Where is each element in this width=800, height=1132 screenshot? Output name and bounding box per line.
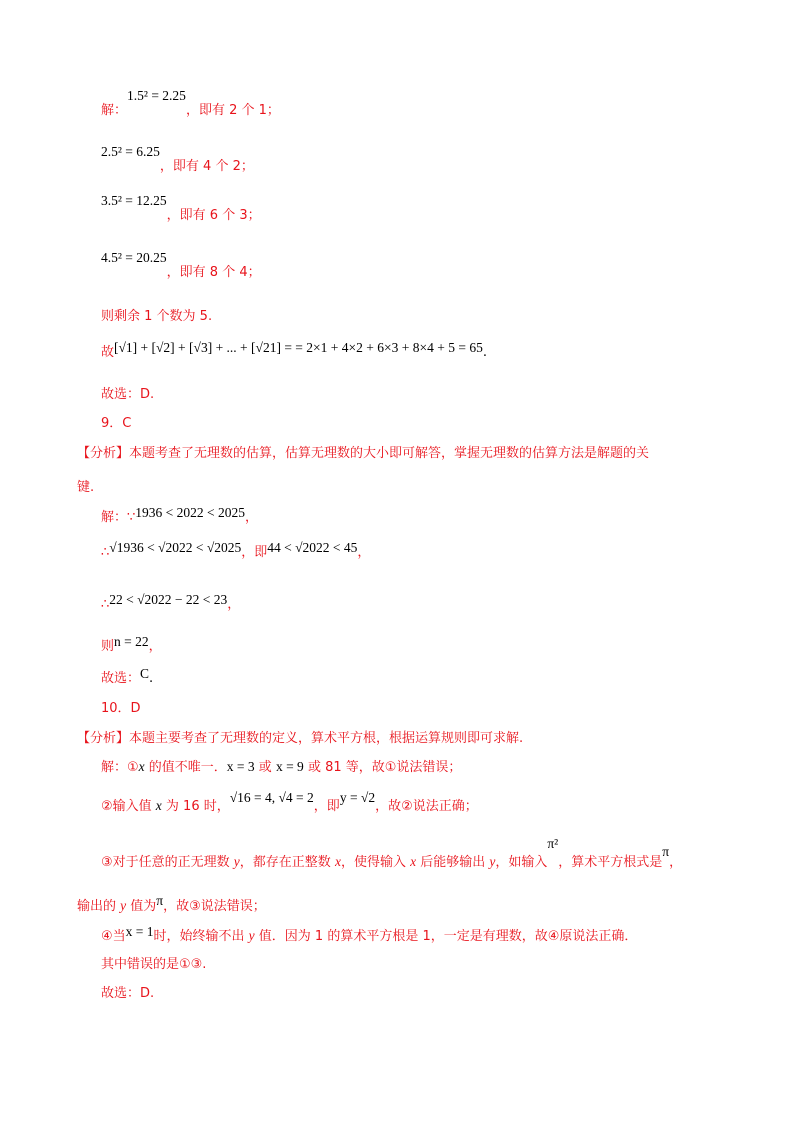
variable-x: x — [410, 854, 417, 869]
math-expression: π — [156, 893, 164, 908]
text-segment: ③对于任意的正无理数 — [101, 855, 234, 870]
text-segment: ， — [357, 545, 371, 560]
text-segment: ，故③说法错误； — [163, 899, 266, 914]
variable-y: y — [489, 854, 496, 869]
question-9-answer — [101, 414, 131, 434]
math-expression: 4.5² = 20.25 — [101, 250, 167, 265]
text-segment: 时，始终输不出 — [153, 929, 249, 944]
analysis-9 — [77, 444, 649, 464]
solution-10-line-1 — [101, 757, 461, 778]
text-segment: 9．C — [101, 416, 132, 431]
variable-y: y — [248, 928, 255, 943]
math-expression: x = 1 — [125, 924, 154, 939]
solution-10-line-2 — [101, 790, 478, 817]
analysis-10 — [77, 729, 523, 749]
text-segment: ，即 — [313, 799, 340, 814]
text-segment: ④当 — [101, 929, 126, 944]
text-segment: 其中错误的是①③. — [101, 957, 207, 972]
answer-line-10 — [101, 984, 154, 1004]
text-segment: 或 — [254, 760, 276, 775]
text-segment: ，算术平方根式是 — [558, 855, 663, 870]
math-expression: √1936 < √2022 < √2025 — [109, 540, 242, 555]
text-segment: 故选： — [101, 671, 141, 686]
text-segment: ，即有 2 个 1； — [185, 103, 280, 118]
answer-line-9 — [101, 668, 153, 689]
text-segment: ， — [245, 510, 259, 525]
question-10-answer — [101, 699, 141, 719]
math-expression: n = 22 — [114, 634, 149, 649]
variable-x: x — [155, 798, 162, 813]
solution-line-3 — [101, 193, 261, 226]
answer-line — [101, 385, 154, 405]
variable-y: y — [233, 854, 240, 869]
text-segment: 值为 — [126, 899, 157, 914]
math-expression: x = 9 — [275, 759, 304, 774]
text-segment: ， — [148, 639, 162, 654]
math-expression: y = √2 — [339, 790, 376, 805]
math-expression: 44 < √2022 < 45 — [267, 540, 358, 555]
solution-9-line-2 — [101, 542, 370, 563]
text-segment: 为 16 时， — [161, 799, 230, 814]
math-expression: 2.5² = 6.25 — [101, 144, 160, 159]
solution-10-line-6 — [101, 955, 206, 975]
solution-9-line-1 — [101, 507, 258, 528]
text-segment: ， — [227, 597, 241, 612]
text-segment: ，都存在正整数 — [239, 855, 335, 870]
solution-10-line-5 — [101, 926, 637, 947]
text-segment: ，即有 4 个 2； — [159, 159, 254, 174]
text-segment: 值．因为 1 的算术平方根是 1，一定是有理数，故④原说法正确． — [254, 929, 638, 944]
solution-line-5 — [101, 307, 212, 327]
text-segment: ， — [669, 855, 683, 870]
text-segment: 输出的 — [77, 899, 121, 914]
math-expression: 3.5² = 12.25 — [101, 193, 167, 208]
text-segment: 则剩余 1 个数为 5. — [101, 309, 213, 324]
text-segment: 【分析】本题考查了无理数的估算，估算无理数的大小即可解答，掌握无理数的估算方法是解题的关 — [77, 446, 650, 461]
math-expression: 1936 < 2022 < 2025 — [135, 505, 246, 520]
text-segment: ，即有 6 个 3； — [166, 208, 261, 223]
text-segment: 故选：D. — [101, 387, 155, 402]
text-segment: 键. — [77, 480, 95, 495]
text-segment: ，即有 8 个 4； — [166, 265, 261, 280]
text-segment: 后能够输出 — [416, 855, 490, 870]
solution-line-2 — [101, 144, 254, 177]
text-segment: ∴ — [101, 597, 110, 612]
solution-9-line-4 — [101, 636, 162, 657]
math-expression: π — [662, 844, 670, 859]
solution-10-line-4 — [77, 893, 266, 917]
text-segment: ②输入值 — [101, 799, 156, 814]
text-segment: ，即 — [241, 545, 268, 560]
math-expression: 22 < √2022 − 22 < 23 — [109, 592, 228, 607]
analysis-9-cont — [77, 478, 94, 498]
solution-10-line-3 — [101, 836, 683, 873]
solution-line-4 — [101, 250, 261, 283]
math-expression: x = 3 — [226, 759, 255, 774]
text-segment: ，如输入 — [495, 855, 548, 870]
text-segment: 或 81 等，故①说法错误； — [303, 760, 462, 775]
text-segment: . — [482, 345, 487, 360]
solution-line-6 — [101, 342, 487, 363]
math-expression: C — [140, 666, 150, 681]
math-expression: 1.5² = 2.25 — [127, 88, 186, 103]
math-expression: √16 = 4, √4 = 2 — [229, 790, 314, 805]
text-segment: 故选：D. — [101, 986, 155, 1001]
text-segment: 则 — [101, 639, 115, 654]
solution-9-line-3 — [101, 594, 240, 615]
variable-x: x — [334, 854, 341, 869]
text-segment: 10．D — [101, 701, 141, 716]
solution-label: 解： — [101, 103, 128, 118]
variable-x: x — [138, 759, 145, 774]
text-segment: ，使得输入 — [340, 855, 411, 870]
text-segment: . — [149, 671, 154, 686]
text-segment: 故 — [101, 345, 115, 360]
text-segment: ，故②说法正确； — [375, 799, 478, 814]
text-segment: 解：∵ — [101, 510, 136, 525]
text-segment: 【分析】本题主要考查了无理数的定义，算术平方根，根据运算规则即可求解. — [77, 731, 524, 746]
text-segment: ∴ — [101, 545, 110, 560]
math-expression: π² — [547, 836, 559, 851]
text-segment: 解：① — [101, 760, 139, 775]
math-expression: [√1] + [√2] + [√3] + ... + [√21] = = 2×1 + 4×2 + 6×3 + 8×4 + 5 = 65 — [114, 340, 483, 355]
text-segment: 的值不唯一． — [144, 760, 227, 775]
solution-line-1 — [101, 88, 280, 121]
variable-y: y — [120, 898, 127, 913]
